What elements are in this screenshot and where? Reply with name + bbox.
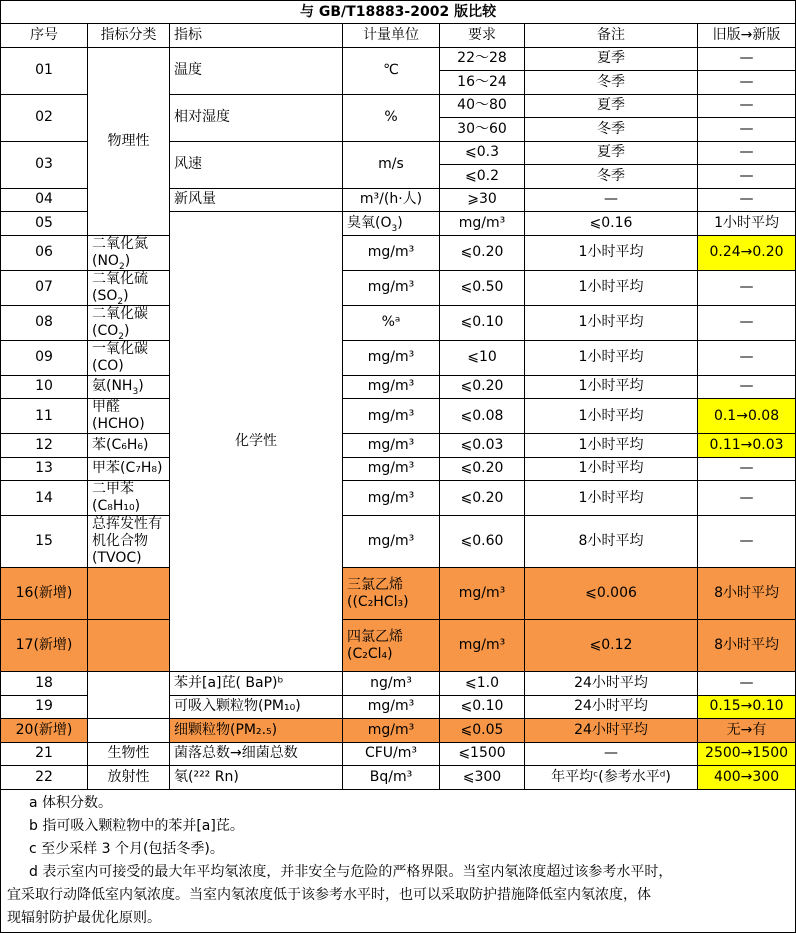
row-no: 06: [1, 235, 88, 270]
table-row: [1, 766, 796, 790]
table-row: [1, 47, 796, 71]
note: 24小时平均: [525, 719, 698, 743]
requirement: ⩽0.16: [525, 212, 698, 236]
note: 年平均ᶜ(参考水平ᵈ): [525, 766, 698, 790]
requirement: ⩽0.20: [440, 235, 525, 270]
requirement: ⩽0.10: [440, 305, 525, 340]
table-row: [1, 305, 796, 340]
table-row: [1, 340, 796, 375]
unit: mg/m³: [343, 516, 440, 568]
requirement: ⩽0.50: [440, 270, 525, 305]
row-no: 04: [1, 188, 88, 212]
change: —: [698, 188, 796, 212]
indicator-name: 二氧化硫$(SO_2)$: [88, 270, 170, 305]
change-highlight: 2500→1500: [698, 742, 796, 766]
indicator-name: 二氧化氮$(NO_2)$: [88, 235, 170, 270]
row-no: 02: [1, 94, 88, 141]
indicator-name: 风速: [170, 141, 343, 188]
unit: mg/m³: [343, 375, 440, 399]
change: —: [698, 340, 796, 375]
note: 1小时平均: [525, 305, 698, 340]
table-row: [1, 481, 796, 516]
header-note: 备注: [525, 24, 698, 48]
indicator-name: 相对湿度: [170, 94, 343, 141]
requirement: 22～28: [440, 47, 525, 71]
note: 夏季: [525, 94, 698, 118]
requirement: ⩽0.10: [440, 695, 525, 719]
unit: mg/m³: [440, 212, 525, 236]
category-empty: [88, 568, 170, 620]
indicator-name: 可吸入颗粒物(PM₁₀): [170, 695, 343, 719]
note: 1小时平均: [525, 375, 698, 399]
note: 24小时平均: [525, 695, 698, 719]
requirement: ⩽1.0: [440, 672, 525, 696]
indicator-name: 二氧化碳$(CO_2)$: [88, 305, 170, 340]
change: —: [698, 516, 796, 568]
change: —: [698, 305, 796, 340]
change: —: [698, 481, 796, 516]
table-row: [1, 235, 796, 270]
unit: mg/m³: [440, 620, 525, 672]
unit: mg/m³: [343, 434, 440, 458]
change: —: [698, 375, 796, 399]
indicator-name: 一氧化碳(CO): [88, 340, 170, 375]
row-no: 21: [1, 742, 88, 766]
unit: %ᵃ: [343, 305, 440, 340]
requirement: 16～24: [440, 71, 525, 95]
requirement: ⩾30: [440, 188, 525, 212]
change-highlight: 0.24→0.20: [698, 235, 796, 270]
footnote-c: c 至少采样 3 个月(包括冬季)。: [29, 840, 224, 857]
row-no: 03: [1, 141, 88, 188]
requirement: ⩽0.006: [525, 568, 698, 620]
note: —: [525, 188, 698, 212]
unit: mg/m³: [343, 695, 440, 719]
note: 8小时平均: [698, 568, 796, 620]
category-empty: [88, 672, 170, 719]
requirement: ⩽0.20: [440, 481, 525, 516]
requirement: ⩽10: [440, 340, 525, 375]
row-no: 11: [1, 399, 88, 434]
unit: mg/m³: [440, 568, 525, 620]
unit: ng/m³: [343, 672, 440, 696]
unit: mg/m³: [343, 457, 440, 481]
category-physical: 物理性: [88, 47, 170, 235]
indicator-name: 臭氧$(O_3)$: [343, 212, 440, 236]
note: 夏季: [525, 141, 698, 165]
indicator-name: 氨$(NH_3)$: [88, 375, 170, 399]
category-chemical: 化学性: [170, 212, 343, 672]
note: 冬季: [525, 118, 698, 142]
row-no: 09: [1, 340, 88, 375]
row-no: 16(新增): [1, 568, 88, 620]
header-unit: 计量单位: [343, 24, 440, 48]
header-row: [1, 24, 796, 48]
footnote-d-cont: 宜采取行动降低室内氡浓度。当室内氡浓度低于该参考水平时，也可以采取防护措施降低室内氡浓度，体: [7, 886, 651, 903]
row-no: 13: [1, 457, 88, 481]
indicator-name: 三氯乙烯((C₂HCl₃): [343, 568, 440, 620]
indicator-name: 总挥发性有机化合物 (TVOC): [88, 516, 170, 568]
table-row: [1, 516, 796, 568]
requirement: ⩽0.20: [440, 375, 525, 399]
table-row: [1, 270, 796, 305]
unit: mg/m³: [343, 340, 440, 375]
row-no: 20(新增): [1, 719, 88, 743]
change-highlight: 400→300: [698, 766, 796, 790]
table-row: [1, 568, 796, 620]
header-no: 序号: [1, 24, 88, 48]
requirement: ⩽0.2: [440, 165, 525, 189]
unit: mg/m³: [343, 719, 440, 743]
note: 8小时平均: [525, 516, 698, 568]
change: —: [698, 672, 796, 696]
note: 1小时平均: [698, 212, 796, 236]
footnotes-row: [1, 789, 796, 932]
note: 冬季: [525, 165, 698, 189]
change: —: [698, 270, 796, 305]
requirement: ⩽0.05: [440, 719, 525, 743]
requirement: ⩽0.12: [525, 620, 698, 672]
footnote-d: d 表示室内可接受的最大年平均氡浓度，并非安全与危险的严格界限。当室内氡浓度超过该参考水平时，: [29, 863, 673, 880]
note: 夏季: [525, 47, 698, 71]
change: —: [698, 94, 796, 118]
requirement: ⩽300: [440, 766, 525, 790]
unit: m/s: [343, 141, 440, 188]
table-title: 与 GB/T18883-2002 版比较: [1, 1, 796, 24]
requirement: ⩽0.03: [440, 434, 525, 458]
note: 1小时平均: [525, 235, 698, 270]
table-row: [1, 620, 796, 672]
footnote-b: b 指可吸入颗粒物中的苯并[a]芘。: [29, 817, 244, 834]
note: 1小时平均: [525, 434, 698, 458]
requirement: ⩽0.60: [440, 516, 525, 568]
indicator-name: 甲醛(HCHO): [88, 399, 170, 434]
row-no: 15: [1, 516, 88, 568]
header-change: 旧版→新版: [698, 24, 796, 48]
unit: mg/m³: [343, 481, 440, 516]
requirement: ⩽0.20: [440, 457, 525, 481]
category-biological: 生物性: [88, 742, 170, 766]
requirement: 30～60: [440, 118, 525, 142]
unit: mg/m³: [343, 270, 440, 305]
unit: %: [343, 94, 440, 141]
requirement: ⩽0.08: [440, 399, 525, 434]
note: 8小时平均: [698, 620, 796, 672]
category-empty: [88, 620, 170, 672]
table-row: [1, 434, 796, 458]
row-no: 08: [1, 305, 88, 340]
category-radioactive: 放射性: [88, 766, 170, 790]
change: —: [698, 457, 796, 481]
indicator-name: 甲苯(C₇H₈): [88, 457, 170, 481]
row-no: 22: [1, 766, 88, 790]
requirement: ⩽0.3: [440, 141, 525, 165]
row-no: 12: [1, 434, 88, 458]
unit: m³/(h·人): [343, 188, 440, 212]
table-row: [1, 719, 796, 743]
unit: Bq/m³: [343, 766, 440, 790]
note: —: [525, 742, 698, 766]
requirement: 40～80: [440, 94, 525, 118]
header-category: 指标分类: [88, 24, 170, 48]
row-no: 10: [1, 375, 88, 399]
row-no: 05: [1, 212, 88, 236]
indicator-name: 菌落总数→细菌总数: [170, 742, 343, 766]
unit: CFU/m³: [343, 742, 440, 766]
indicator-name: 新风量: [170, 188, 343, 212]
change: —: [698, 118, 796, 142]
change-highlight: 0.1→0.08: [698, 399, 796, 434]
indicator-name: 氡(²²² Rn): [170, 766, 343, 790]
indicator-name: 四氯乙烯(C₂Cl₄): [343, 620, 440, 672]
header-requirement: 要求: [440, 24, 525, 48]
header-indicator: 指标: [170, 24, 343, 48]
table-row: [1, 375, 796, 399]
note: 1小时平均: [525, 340, 698, 375]
footnote-a: a 体积分数。: [29, 794, 113, 811]
note: 1小时平均: [525, 481, 698, 516]
change: —: [698, 47, 796, 71]
unit: ℃: [343, 47, 440, 94]
table-row: [1, 742, 796, 766]
note: 冬季: [525, 71, 698, 95]
change: 无→有: [698, 719, 796, 743]
table-row: [1, 672, 796, 696]
indicator-name: 苯(C₆H₆): [88, 434, 170, 458]
row-no: 07: [1, 270, 88, 305]
row-no: 14: [1, 481, 88, 516]
change-highlight: 0.15→0.10: [698, 695, 796, 719]
unit: mg/m³: [343, 399, 440, 434]
note: 24小时平均: [525, 672, 698, 696]
note: 1小时平均: [525, 457, 698, 481]
footnote-d-end: 现辐射防护最优化原则。: [7, 909, 161, 926]
indicator-name: 二甲苯 (C₈H₁₀): [88, 481, 170, 516]
row-no: 01: [1, 47, 88, 94]
note: 1小时平均: [525, 270, 698, 305]
change: —: [698, 141, 796, 165]
row-no: 19: [1, 695, 88, 719]
indicator-name: 苯并[a]芘( BaP)ᵇ: [170, 672, 343, 696]
footnotes: [1, 789, 796, 932]
table-row: [1, 399, 796, 434]
change-highlight: 0.11→0.03: [698, 434, 796, 458]
note: 1小时平均: [525, 399, 698, 434]
indicator-name: 温度: [170, 47, 343, 94]
requirement: ⩽1500: [440, 742, 525, 766]
indicator-name: 细颗粒物(PM₂.₅): [170, 719, 343, 743]
unit: mg/m³: [343, 235, 440, 270]
row-no: 18: [1, 672, 88, 696]
change: —: [698, 165, 796, 189]
change: —: [698, 71, 796, 95]
table-row: [1, 457, 796, 481]
category-empty: [88, 719, 170, 743]
row-no: 17(新增): [1, 620, 88, 672]
